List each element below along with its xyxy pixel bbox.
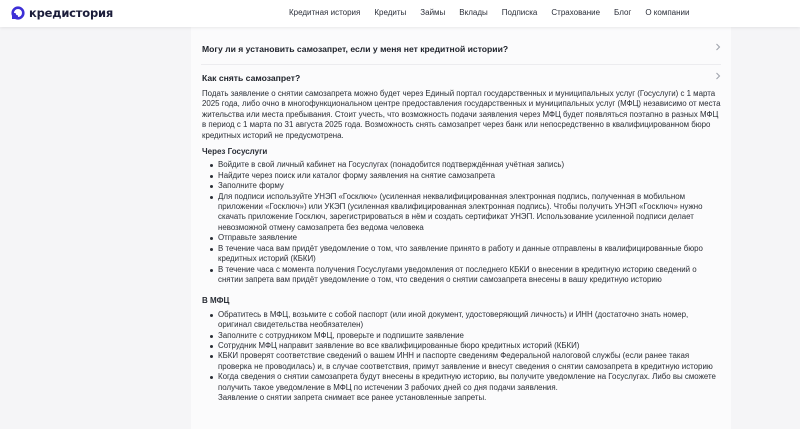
gosuslugi-steps — [210, 160, 722, 285]
nav-blog[interactable]: Блог — [614, 8, 632, 17]
nav-credit-history[interactable]: Кредитная история — [289, 8, 361, 17]
list-item: Для подписи используйте УНЭП «Госключ» (усиленная неквалифицированная электронная подпись, полученная в мобильном приложении «Госключ») или УКЭП (усиленная квалифицированная электронная подпись). Чтобы получить УНЭП «Госключ» нужно скачать приложение Госключ, зарегистрироваться в нём и создать сертификат УНЭП. Использование усиленной подписи делает невозможной отмену самозапрета без ведома человека — [210, 192, 722, 234]
chevron-right-icon — [714, 43, 722, 51]
nav-insurance[interactable]: Страхование — [551, 8, 601, 17]
list-item — [210, 372, 722, 403]
faq-answer — [202, 89, 722, 403]
list-item: Найдите через поиск или каталог форму заявления на снятие самозапрета — [210, 171, 722, 181]
list-item: В течение часа вам придёт уведомление о том, что заявление принято в работу и данные отправлены в квалифицированные бюро кредитных историй (КБКИ) — [210, 244, 722, 265]
list-item: В течение часа с момента получения Госуслугами уведомления от последнего КБКИ о внесении в кредитную историю сведений о снятии запрета вам придёт уведомление о том, что сведения о снятии самозапрета внесены в вашу кредитную историю — [210, 265, 722, 286]
list-item: Отправьте заявление — [210, 233, 722, 243]
nav-credits[interactable]: Кредиты — [374, 8, 407, 17]
main-nav — [289, 8, 689, 17]
logo[interactable] — [11, 5, 113, 21]
closing-note: Заявление о снятии запрета снимает все ранее установленные запреты. — [218, 392, 487, 402]
list-item: Войдите в свой личный кабинет на Госуслугах (понадобится подтверждённая учётная запись) — [210, 160, 722, 170]
list-item: КБКИ проверят соответствие сведений о вашем ИНН и паспорте сведениям Федеральной налоговой службы (если ранее такая проверка не проводилась) и, в случае соответствия, примут заявление и внесут сведения о снятии самозапрета в кредитную историю — [210, 351, 722, 372]
nav-subscription[interactable]: Подписка — [501, 8, 538, 17]
logo-icon — [11, 6, 25, 20]
section-title-mfc: В МФЦ — [202, 296, 230, 306]
faq-question: Как снять самозапрет? — [202, 73, 301, 83]
chevron-right-icon — [714, 72, 722, 80]
faq-question: Могу ли я установить самозапрет, если у меня нет кредитной истории? — [202, 44, 509, 54]
list-item: Заполните с сотрудником МФЦ, проверьте и подпишите заявление — [210, 331, 722, 341]
faq-item-remove-self-ban[interactable] — [191, 63, 731, 91]
section-title-gosuslugi: Через Госуслуги — [202, 147, 268, 157]
list-item-text: Когда сведения о снятии самозапрета будут внесены в кредитную историю, вы получите уведомление на Госуслугах. Либо вы сможете получить такое уведомление в МФЦ по истечении 3 рабочих дней со дня подачи заявления. — [218, 372, 716, 392]
list-item: Заполните форму — [210, 181, 722, 191]
answer-intro: Подать заявление о снятии самозапрета можно будет через Единый портал государственных и муниципальных услуг (Госуслуги) с 1 марта 2025 года, либо очно в многофункциональном центре предоставления государственных и муниципальных услуг (МФЦ) независимо от места жительства или места пребывания. Стоит учесть, что возможность подачи заявления через МФЦ будет появляться поэтапно в разных МФЦ в период с 1 марта по 31 августа 2025 года. Возможность снять самозапрет через банк или непосредственно в квалифицированном бюро кредитных историй не предусмотрена. — [202, 89, 721, 140]
faq-item-no-credit-history[interactable] — [191, 34, 731, 62]
top-header — [0, 0, 800, 27]
faq-content — [191, 27, 731, 429]
nav-deposits[interactable]: Вклады — [459, 8, 488, 17]
nav-loans[interactable]: Займы — [420, 8, 446, 17]
mfc-steps — [210, 310, 722, 404]
list-item: Обратитесь в МФЦ, возьмите с собой паспорт (или иной документ, удостоверяющий личность) и ИНН (достаточно знать номер, оригинал свидетельства необязателен) — [210, 310, 722, 331]
logo-text: кредистория — [29, 6, 114, 20]
nav-about[interactable]: О компании — [645, 8, 690, 17]
list-item: Сотрудник МФЦ направит заявление во все квалифицированные бюро кредитных историй (КБКИ) — [210, 341, 722, 351]
